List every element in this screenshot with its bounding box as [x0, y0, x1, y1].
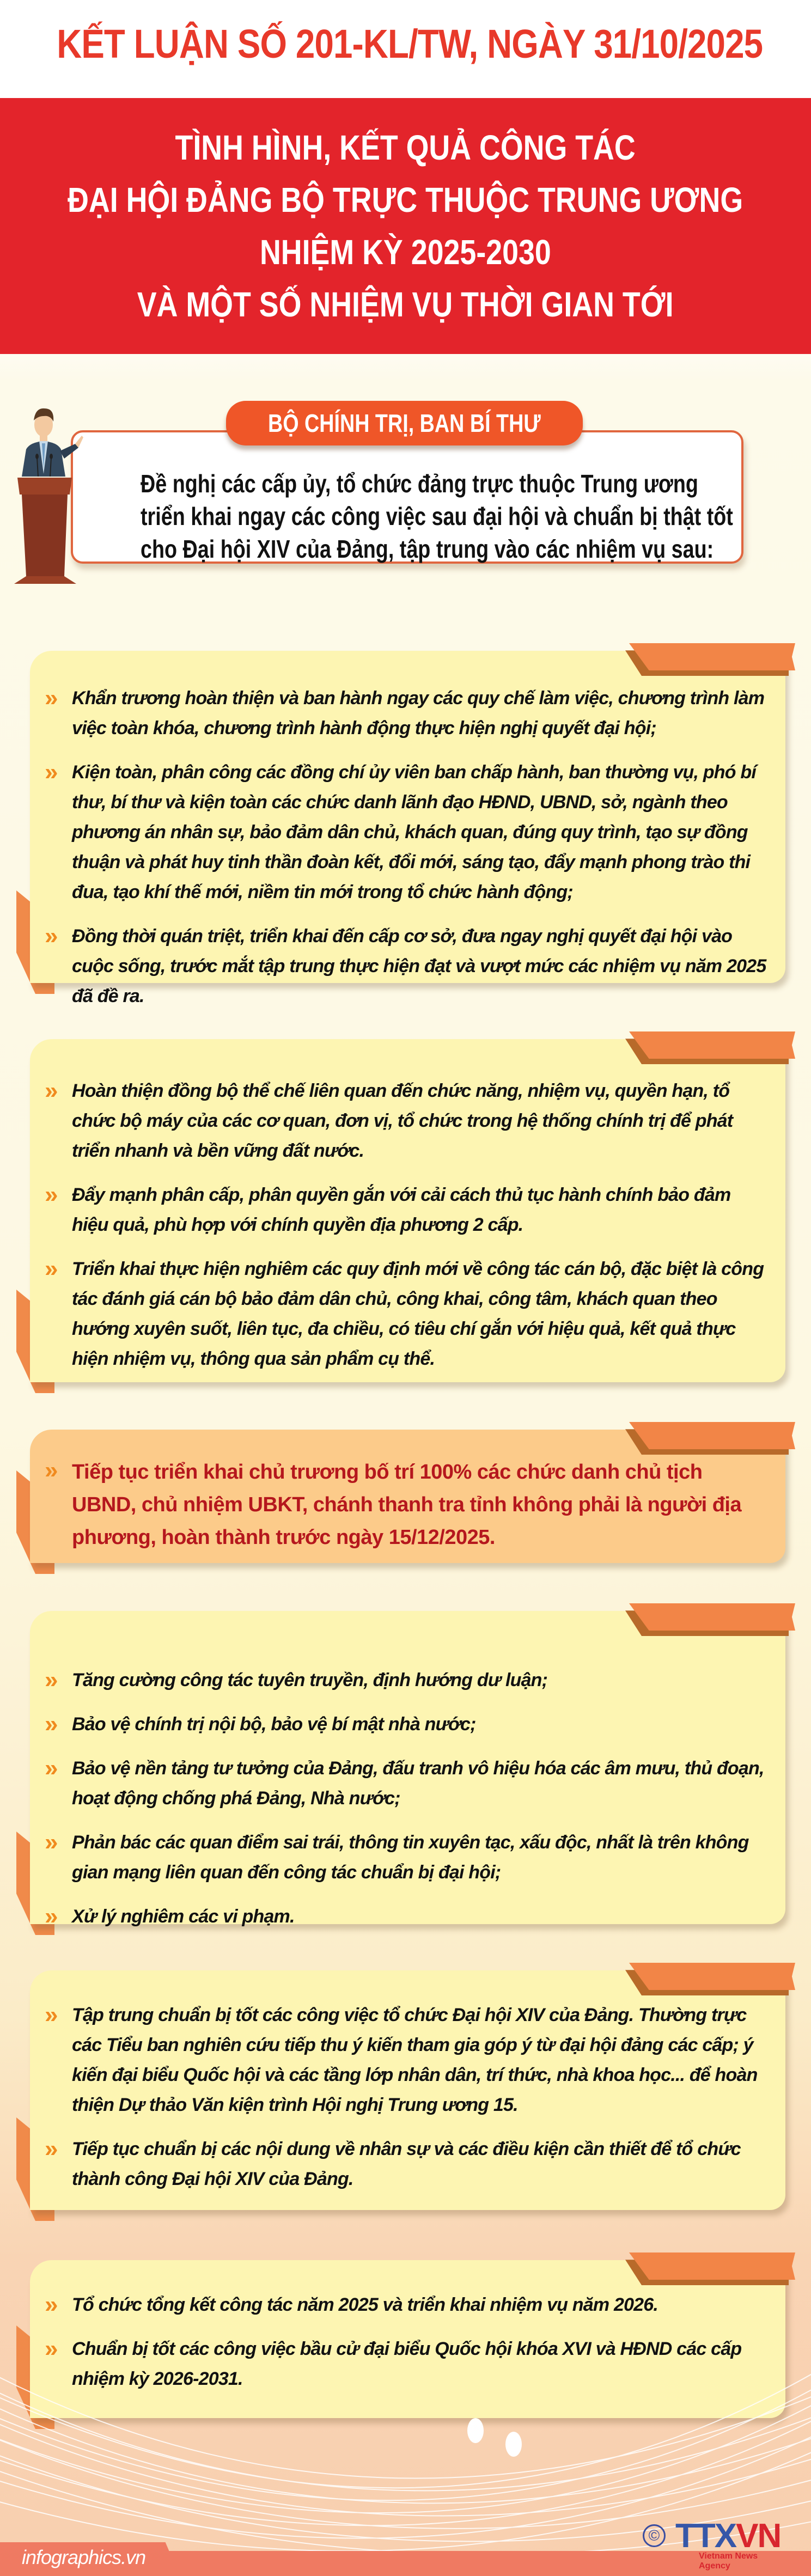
copyright-icon: © — [643, 2524, 666, 2547]
chevron-right-icon: » — [45, 1903, 53, 1930]
chevron-right-icon: » — [45, 685, 53, 711]
chevron-right-icon: » — [45, 2001, 53, 2028]
chevron-right-icon: » — [45, 1181, 53, 1208]
chevron-right-icon: » — [45, 2335, 53, 2362]
list-item: » Chuẩn bị tốt các công việc bầu cử đại biểu Quốc hội khóa XVI và HĐND các cấp nhiệm kỳ 2026-2031. — [45, 2335, 742, 2389]
page-title: KẾT LUẬN SỐ 201-KL/TW, NGÀY 31/10/2025 — [57, 21, 763, 66]
list-item: » Đẩy mạnh phân cấp, phân quyền gắn với cải cách thủ tục hành chính bảo đảm hiệu quả, phù hợp với chính quyền địa phương 2 cấp. — [45, 1181, 731, 1235]
dot-decoration — [505, 2432, 522, 2457]
section-label-pill — [226, 401, 583, 445]
list-item: » Tiếp tục triển khai chủ trương bố trí 100% các chức danh chủ tịch UBND, chủ nhiệm UBKT, chánh thanh tra tỉnh không phải là người địa phương, hoàn thành trước ngày 15/12/2025. — [45, 1457, 742, 1549]
chevron-right-icon: » — [45, 1255, 53, 1282]
logo-wordmark: TTXVN — [675, 2517, 781, 2555]
list-item: » Hoàn thiện đồng bộ thể chế liên quan đến chức năng, nhiệm vụ, quyền hạn, tổ chức bộ máy của các cơ quan, đơn vị, tổ chức trong hệ thống chính trị để phát triển nhanh và bền vững đất nước. — [45, 1077, 733, 1161]
list-item: » Tăng cường công tác tuyên truyền, định hướng dư luận; — [45, 1665, 768, 1695]
chevron-right-icon: » — [45, 2135, 53, 2162]
list-item: » Triển khai thực hiện nghiêm các quy định mới về công tác cán bộ, đặc biệt là công tác đánh giá cán bộ bảo đảm dân chủ, công khai, công tâm, khách quan theo hướng xuyên suốt, liên tục, đa chiều, có tiêu chí gắn với hiệu quả, kết quả thực hiện nhiệm vụ, thông qua sản phẩm cụ thể. — [45, 1255, 764, 1369]
section-label: BỘ CHÍNH TRỊ, BAN BÍ THƯ — [268, 409, 541, 437]
banner-line: VÀ MỘT SỐ NHIỆM VỤ THỜI GIAN TỚI — [137, 285, 674, 324]
chevron-right-icon: » — [45, 923, 53, 949]
chevron-right-icon: » — [45, 2291, 53, 2318]
ribbon-decoration — [629, 643, 795, 670]
ttxvn-logo — [643, 2517, 790, 2571]
ribbon-decoration — [629, 1603, 795, 1631]
chevron-right-icon: » — [45, 1077, 53, 1104]
chevron-right-icon: » — [45, 1711, 53, 1737]
task-card-1 — [16, 651, 795, 1006]
chevron-right-icon: » — [45, 1755, 53, 1781]
banner-line: NHIỆM KỲ 2025-2030 — [260, 233, 551, 272]
list-item: » Bảo vệ chính trị nội bộ, bảo vệ bí mật nhà nước; — [45, 1710, 768, 1739]
ribbon-decoration — [629, 2253, 795, 2280]
chevron-right-icon: » — [45, 1829, 53, 1855]
ribbon-decoration — [629, 1422, 795, 1449]
intro-line: cho Đại hội XIV của Đảng, tập trung vào các nhiệm vụ sau: — [141, 535, 714, 563]
banner-line: ĐẠI HỘI ĐẢNG BỘ TRỰC THUỘC TRUNG ƯƠNG — [68, 180, 743, 219]
chevron-right-icon: » — [45, 759, 53, 785]
list-item: » Tập trung chuẩn bị tốt các công việc tổ chức Đại hội XIV của Đảng. Thường trực các Tiểu ban nghiên cứu tiếp thu ý kiến tham gia góp ý từ đại hội đảng các cấp; ý kiến đại biểu Quốc hội và các tầng lớp nhân dân, trí thức, nhà khoa học... để hoàn thiện Dự thảo Văn kiện trình Hội nghị Trung ương 15. — [45, 2001, 758, 2115]
ribbon-decoration — [629, 1031, 795, 1059]
logo-subtitle: Vietnam News Agency — [699, 2551, 758, 2571]
list-item: » Khẩn trương hoàn thiện và ban hành ngay các quy chế làm việc, chương trình làm việc toàn khóa, chương trình hành động thực hiện nghị quyết đại hội; — [45, 685, 765, 738]
list-item: » Xử lý nghiêm các vi phạm. — [45, 1902, 768, 1932]
title-banner — [0, 98, 811, 354]
intro-line: triển khai ngay các công việc sau đại hội và chuẩn bị thật tốt — [141, 502, 733, 530]
task-card-2 — [16, 1039, 795, 1382]
website-link[interactable]: infographics.vn — [22, 2546, 146, 2568]
intro-line: Đề nghị các cấp ủy, tổ chức đảng trực thuộc Trung ương — [141, 469, 698, 498]
list-item: » Kiện toàn, phân công các đồng chí ủy viên ban chấp hành, ban thường vụ, phó bí thư, bí thư và kiện toàn các chức danh lãnh đạo HĐND, UBND, sở, ngành theo phương án nhân sự, bảo đảm dân chủ, khách quan, đúng quy trình, tạo sự đồng thuận và phát huy tinh thần đoàn kết, đổi mới, sáng tạo, đẩy mạnh phong trào thi đua, tạo khí thế mới, niềm tin mới trong tổ chức hành động; — [45, 759, 756, 902]
list-item: » Đồng thời quán triệt, triển khai đến cấp cơ sở, đưa ngay nghị quyết đại hội vào cuộc sống, trước mắt tập trung thực hiện đạt và vượt mức các nhiệm vụ năm 2025 đã đề ra. — [45, 923, 766, 1006]
ribbon-decoration — [629, 1963, 795, 1990]
list-item: » Bảo vệ nền tảng tư tưởng của Đảng, đấu tranh vô hiệu hóa các âm mưu, thủ đoạn, hoạt động chống phá Đảng, Nhà nước; — [45, 1755, 764, 1809]
list-item: » Tổ chức tổng kết công tác năm 2025 và triển khai nhiệm vụ năm 2026. — [45, 2290, 768, 2320]
list-item: » Tiếp tục chuẩn bị các nội dung về nhân sự và các điều kiện cần thiết để tổ chức thành công Đại hội XIV của Đảng. — [45, 2135, 741, 2189]
intro-text — [82, 467, 735, 565]
chevron-right-icon: » — [45, 1667, 53, 1693]
task-card-5 — [16, 1970, 795, 2210]
dot-decoration — [467, 2418, 484, 2443]
task-card-3-highlight — [16, 1430, 795, 1563]
chevron-right-icon: » — [45, 1457, 53, 1484]
task-card-4 — [16, 1611, 795, 1930]
list-item: » Phản bác các quan điểm sai trái, thông tin xuyên tạc, xấu độc, nhất là trên không gian mạng liên quan đến công tác chuẩn bị đại hội; — [45, 1829, 749, 1883]
banner-line: TÌNH HÌNH, KẾT QUẢ CÔNG TÁC — [175, 128, 636, 167]
